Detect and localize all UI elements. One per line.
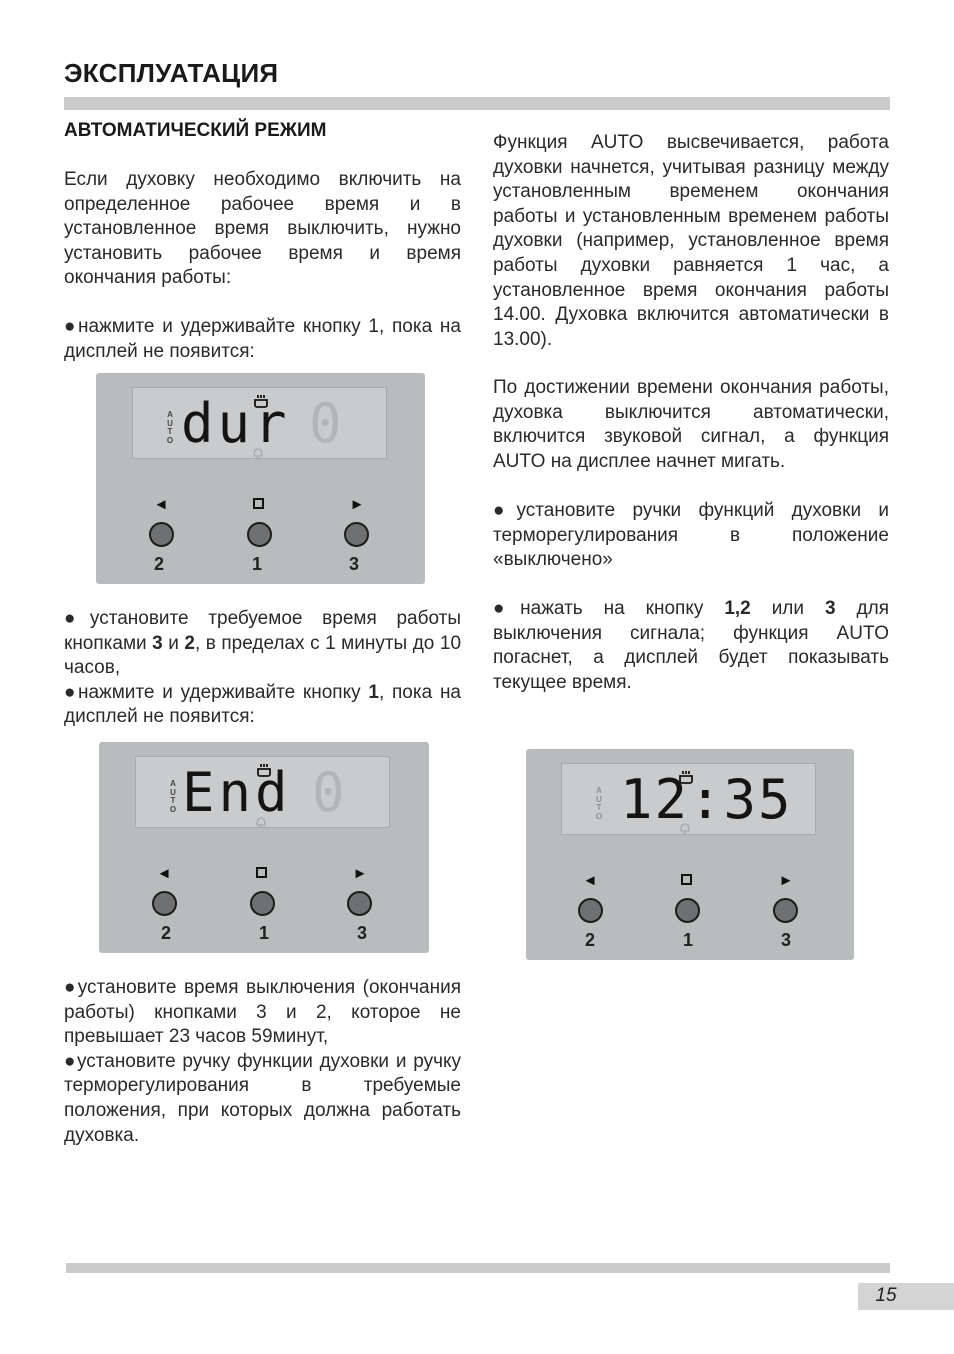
button-3[interactable] <box>347 891 372 916</box>
button-label-1: 1 <box>251 554 262 574</box>
button-label-2: 2 <box>160 923 171 943</box>
right-arrow-icon: ► <box>349 496 365 513</box>
intro-paragraph <box>64 168 461 291</box>
step2-part: ●установите требуемое время работы кнопками <box>64 608 461 654</box>
silence-signal-bullet <box>493 597 889 695</box>
oven-pot-icon <box>256 763 272 777</box>
auto-function-paragraph <box>493 131 889 352</box>
intro-text: Если духовку необходимо включить на определенное рабочее время и в установленное время выключить, нужно установить рабочее время и время окончания работы: <box>64 169 461 289</box>
lcd-display <box>561 763 816 835</box>
bell-icon <box>254 815 268 829</box>
lcd-ghost-digit: 0 <box>312 761 345 824</box>
auto-indicator: A U T O <box>169 779 177 814</box>
button-1[interactable] <box>675 898 700 923</box>
step2-bold-2: 2 <box>184 632 195 654</box>
lcd-digits: End <box>182 761 292 824</box>
button-2[interactable] <box>149 522 174 547</box>
step3-bold-1: 1 <box>368 681 379 703</box>
left-arrow-icon: ◄ <box>153 496 169 513</box>
button-label-3: 3 <box>356 923 367 943</box>
top-rule <box>64 97 890 110</box>
control-panel-end <box>99 742 429 953</box>
control-panel-clock <box>526 749 854 960</box>
right-bullet2 <box>493 597 889 695</box>
page-title: ЭКСПЛУАТАЦИЯ <box>64 58 279 88</box>
right-bullet1: ●установите ручки функций духовки и терморегулирования в положение «выключено» <box>493 500 889 571</box>
page-number: 15 <box>875 1285 897 1306</box>
button-2[interactable] <box>152 891 177 916</box>
bell-icon <box>678 821 692 835</box>
button-1[interactable] <box>250 891 275 916</box>
step2-rest: , в пределах с 1 минуты до 10 часов, <box>64 632 462 679</box>
step-set-end-time <box>64 976 461 1148</box>
button-label-1: 1 <box>258 923 269 943</box>
right-arrow-icon: ► <box>778 872 794 889</box>
step2-and: и <box>162 632 185 654</box>
lcd-ghost-digit: 0 <box>309 392 342 455</box>
auto-indicator: A U T O <box>166 410 174 445</box>
oven-pot-icon <box>253 394 269 408</box>
lcd-digits: 12:35 <box>620 768 793 831</box>
button-label-3: 3 <box>348 554 359 574</box>
step3-part: ●нажмите и удерживайте кнопку <box>64 681 369 703</box>
button-label-2: 2 <box>584 930 595 950</box>
right-arrow-icon: ► <box>352 865 368 882</box>
lcd-display <box>135 756 390 828</box>
lcd-display <box>132 387 387 459</box>
bullet2-rest: для выключения сигнала; функция AUTO погаснет, а дисплей будет показывать текущее время. <box>493 598 889 693</box>
button-3[interactable] <box>773 898 798 923</box>
button-3[interactable] <box>344 522 369 547</box>
button-label-2: 2 <box>153 554 164 574</box>
step2-text <box>64 607 461 681</box>
step2-bold-3: 3 <box>152 632 163 654</box>
step3-text <box>64 681 461 730</box>
square-icon <box>256 867 267 878</box>
bullet2-bold-12: 1,2 <box>724 598 751 619</box>
square-icon <box>253 498 264 509</box>
step-hold-button-1 <box>64 315 461 364</box>
left-arrow-icon: ◄ <box>582 872 598 889</box>
right-para2: По достижении времени окончания работы, духовка выключится автоматически, включится звуковой сигнал, а функция AUTO на дисплее начнет мигать. <box>493 377 889 472</box>
page-number-box <box>858 1283 954 1310</box>
oven-pot-icon <box>678 770 694 784</box>
button-1[interactable] <box>247 522 272 547</box>
step1-text: ●нажмите и удерживайте кнопку 1, пока на дисплей не появится: <box>64 316 461 362</box>
button-2[interactable] <box>578 898 603 923</box>
lcd-digits: dur <box>181 392 291 455</box>
bullet2-or: или <box>750 598 825 619</box>
button-label-1: 1 <box>682 930 693 950</box>
control-panel-dur <box>96 373 425 584</box>
bullet2-bold-3: 3 <box>824 598 836 619</box>
bell-icon <box>251 446 265 460</box>
step5-text: ●установите ручку функции духовки и ручку терморегулирования в требуемые положения, при которых должна работать духовка. <box>64 1050 461 1146</box>
button-label-3: 3 <box>780 930 791 950</box>
set-knobs-bullet <box>493 499 889 573</box>
step-set-duration <box>64 607 461 730</box>
right-para1: Функция AUTO высвечивается, работа духовки начнется, учитывая разницу между установленным временем окончания работы и установленным временем работы духовки (например, установленное время работы духовки равняется 1 час, а установленное время окончания работы 14.00. Духовка включится автоматически в 13.00). <box>493 132 889 350</box>
auto-indicator: A U T O <box>595 786 603 821</box>
end-time-paragraph <box>493 376 889 474</box>
section-heading: АВТОМАТИЧЕСКИЙ РЕЖИМ <box>64 120 327 141</box>
step4-text: ●установите время выключения (окончания работы) кнопками 3 и 2, которое не превышает 23 часов 59минут, <box>64 977 461 1048</box>
bullet2-part: ●нажать на кнопку <box>493 598 725 619</box>
bottom-rule <box>66 1263 890 1273</box>
step3-rest: , пока на дисплей не появится: <box>64 681 461 728</box>
left-arrow-icon: ◄ <box>156 865 172 882</box>
square-icon <box>681 874 692 885</box>
